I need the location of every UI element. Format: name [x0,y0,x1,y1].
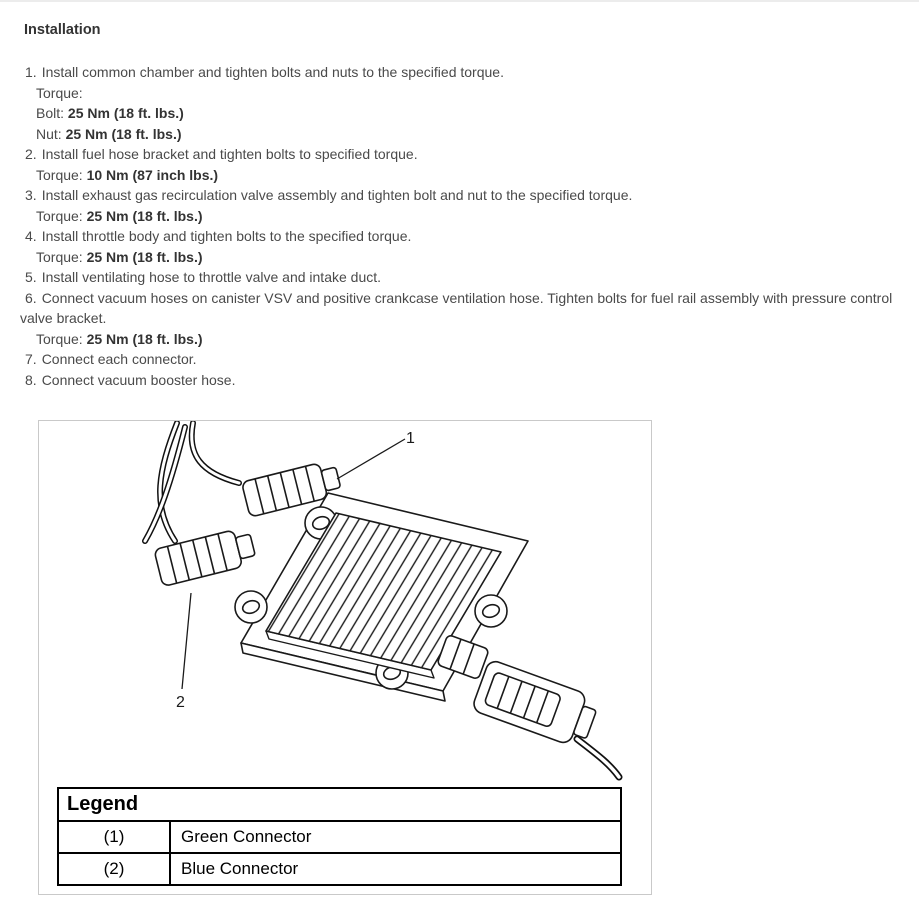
step-7 [20,349,895,370]
legend-row [58,853,621,885]
step-number: 8. [25,371,37,388]
connector-3-wire [577,739,619,777]
installation-steps [20,62,895,390]
wire-harness [145,423,239,541]
step-text: 2. Install fuel hose bracket and tighten bolts to specified torque. [25,146,418,162]
step-text: 8. Connect vacuum booster hose. [25,371,236,388]
torque-line: Torque: 25 Nm (18 ft. lbs.) [36,248,203,265]
step-number: 4. [25,228,37,244]
step-6 [20,288,895,350]
torque-line: Torque: 25 Nm (18 ft. lbs.) [36,207,203,224]
torque-line: Torque: 10 Nm (87 inch lbs.) [36,166,219,183]
legend-header-row [58,788,621,821]
step-number: 7. [25,351,37,367]
legend-key: (2) [58,853,170,885]
step-number: 6. [25,289,37,306]
step-text: 5. Install ventilating hose to throttle valve and intake duct. [25,269,382,285]
figure [38,420,652,895]
torque-line: Torque: [36,84,83,101]
step-4 [20,226,895,267]
step-number: 3. [25,187,37,203]
callout-1-label: 1 [406,430,415,447]
step-1 [20,62,895,144]
legend-row [58,821,621,853]
step-text: 3. Install exhaust gas recirculation valve assembly and tighten bolt and nut to the specified torque. [25,187,633,203]
connector-diagram [39,421,651,783]
legend-title: Legend [58,788,621,821]
section-heading: Installation [24,22,101,38]
callout-2-leader [182,593,191,689]
connector-3 [437,634,601,750]
torque-line: Nut: 25 Nm (18 ft. lbs.) [36,125,182,142]
step-number: 5. [25,269,37,285]
step-text: 1. Install common chamber and tighten bolts and nuts to the specified torque. [25,64,504,80]
step-number: 1. [25,64,37,80]
step-text: 7. Connect each connector. [25,351,197,367]
callout-2-label: 2 [176,694,185,711]
step-text: 6. Connect vacuum hoses on canister VSV and positive crankcase ventilation hose. Tighten bolts for fuel rail assembly with pressure control valve bracket. [20,289,893,326]
legend-value: Green Connector [170,821,621,853]
torque-line: Bolt: 25 Nm (18 ft. lbs.) [36,105,184,121]
step-2 [20,144,895,185]
torque-line: Torque: 25 Nm (18 ft. lbs.) [36,330,203,347]
legend-key: (1) [58,821,170,853]
step-3 [20,185,895,226]
step-8 [20,370,895,391]
page-content [0,2,919,895]
step-5 [20,267,895,288]
step-text: 4. Install throttle body and tighten bolts to the specified torque. [25,228,412,244]
step-number: 2. [25,146,37,162]
callout-1-leader [337,439,405,479]
legend-table [57,787,622,886]
legend-value: Blue Connector [170,853,621,885]
